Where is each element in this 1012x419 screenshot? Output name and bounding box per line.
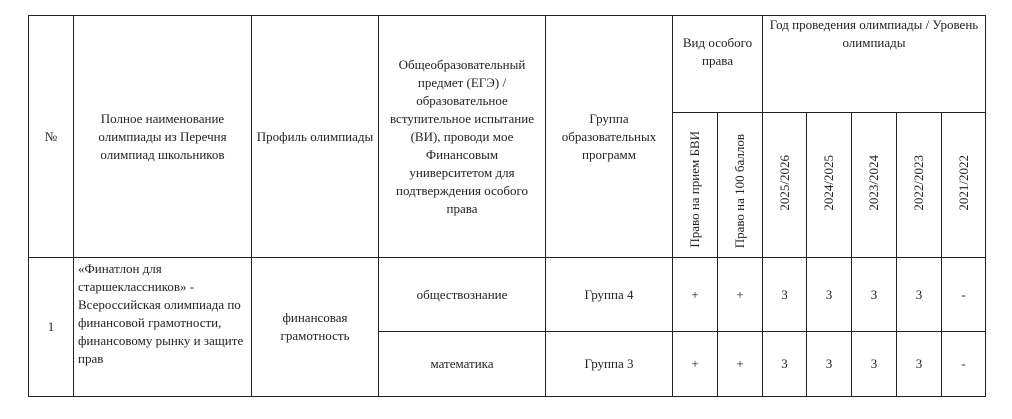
level: 3	[763, 332, 807, 397]
header-year: 2025/2026	[763, 113, 807, 258]
header-year: 2022/2023	[897, 113, 942, 258]
header-group: Группа образовательных программ	[546, 16, 673, 258]
right-bvi: +	[673, 258, 718, 332]
header-num: №	[29, 16, 74, 258]
level: 3	[852, 332, 897, 397]
header-right-bvi: Право на прием БВИ	[673, 113, 718, 258]
level: -	[942, 332, 986, 397]
right-100: +	[718, 332, 763, 397]
level: 3	[807, 332, 852, 397]
header-right-kind: Вид особого права	[673, 16, 763, 113]
group: Группа 3	[546, 332, 673, 397]
subject: математика	[379, 332, 546, 397]
right-bvi: +	[673, 332, 718, 397]
level: 3	[897, 258, 942, 332]
header-profile: Профиль олимпиады	[252, 16, 379, 258]
header-year: 2023/2024	[852, 113, 897, 258]
group: Группа 4	[546, 258, 673, 332]
row-num: 1	[29, 258, 74, 397]
table-row	[29, 258, 986, 332]
header-year: 2021/2022	[942, 113, 986, 258]
subject: обществознание	[379, 258, 546, 332]
header-year: 2024/2025	[807, 113, 852, 258]
header-subject: Общеобразовательный предмет (ЕГЭ) / образовательное вступительное испытание (ВИ), проводи мое Финансовым университетом для подтверждения особого права	[379, 16, 546, 258]
level: 3	[807, 258, 852, 332]
level: 3	[852, 258, 897, 332]
level: 3	[763, 258, 807, 332]
header-name: Полное наименование олимпиады из Перечня олимпиад школьников	[74, 16, 252, 258]
olympiad-profile: финансовая грамотность	[252, 258, 379, 397]
right-100: +	[718, 258, 763, 332]
level: -	[942, 258, 986, 332]
header-right-100: Право на 100 баллов	[718, 113, 763, 258]
header-year-level: Год проведения олимпиады / Уровень олимпиады	[763, 16, 986, 113]
level: 3	[897, 332, 942, 397]
olympiad-name: «Финатлон для старшеклассников» - Всероссийская олимпиада по финансовой грамотности, финансовому рынку и защите прав	[74, 258, 252, 397]
olympiad-table	[28, 15, 986, 397]
